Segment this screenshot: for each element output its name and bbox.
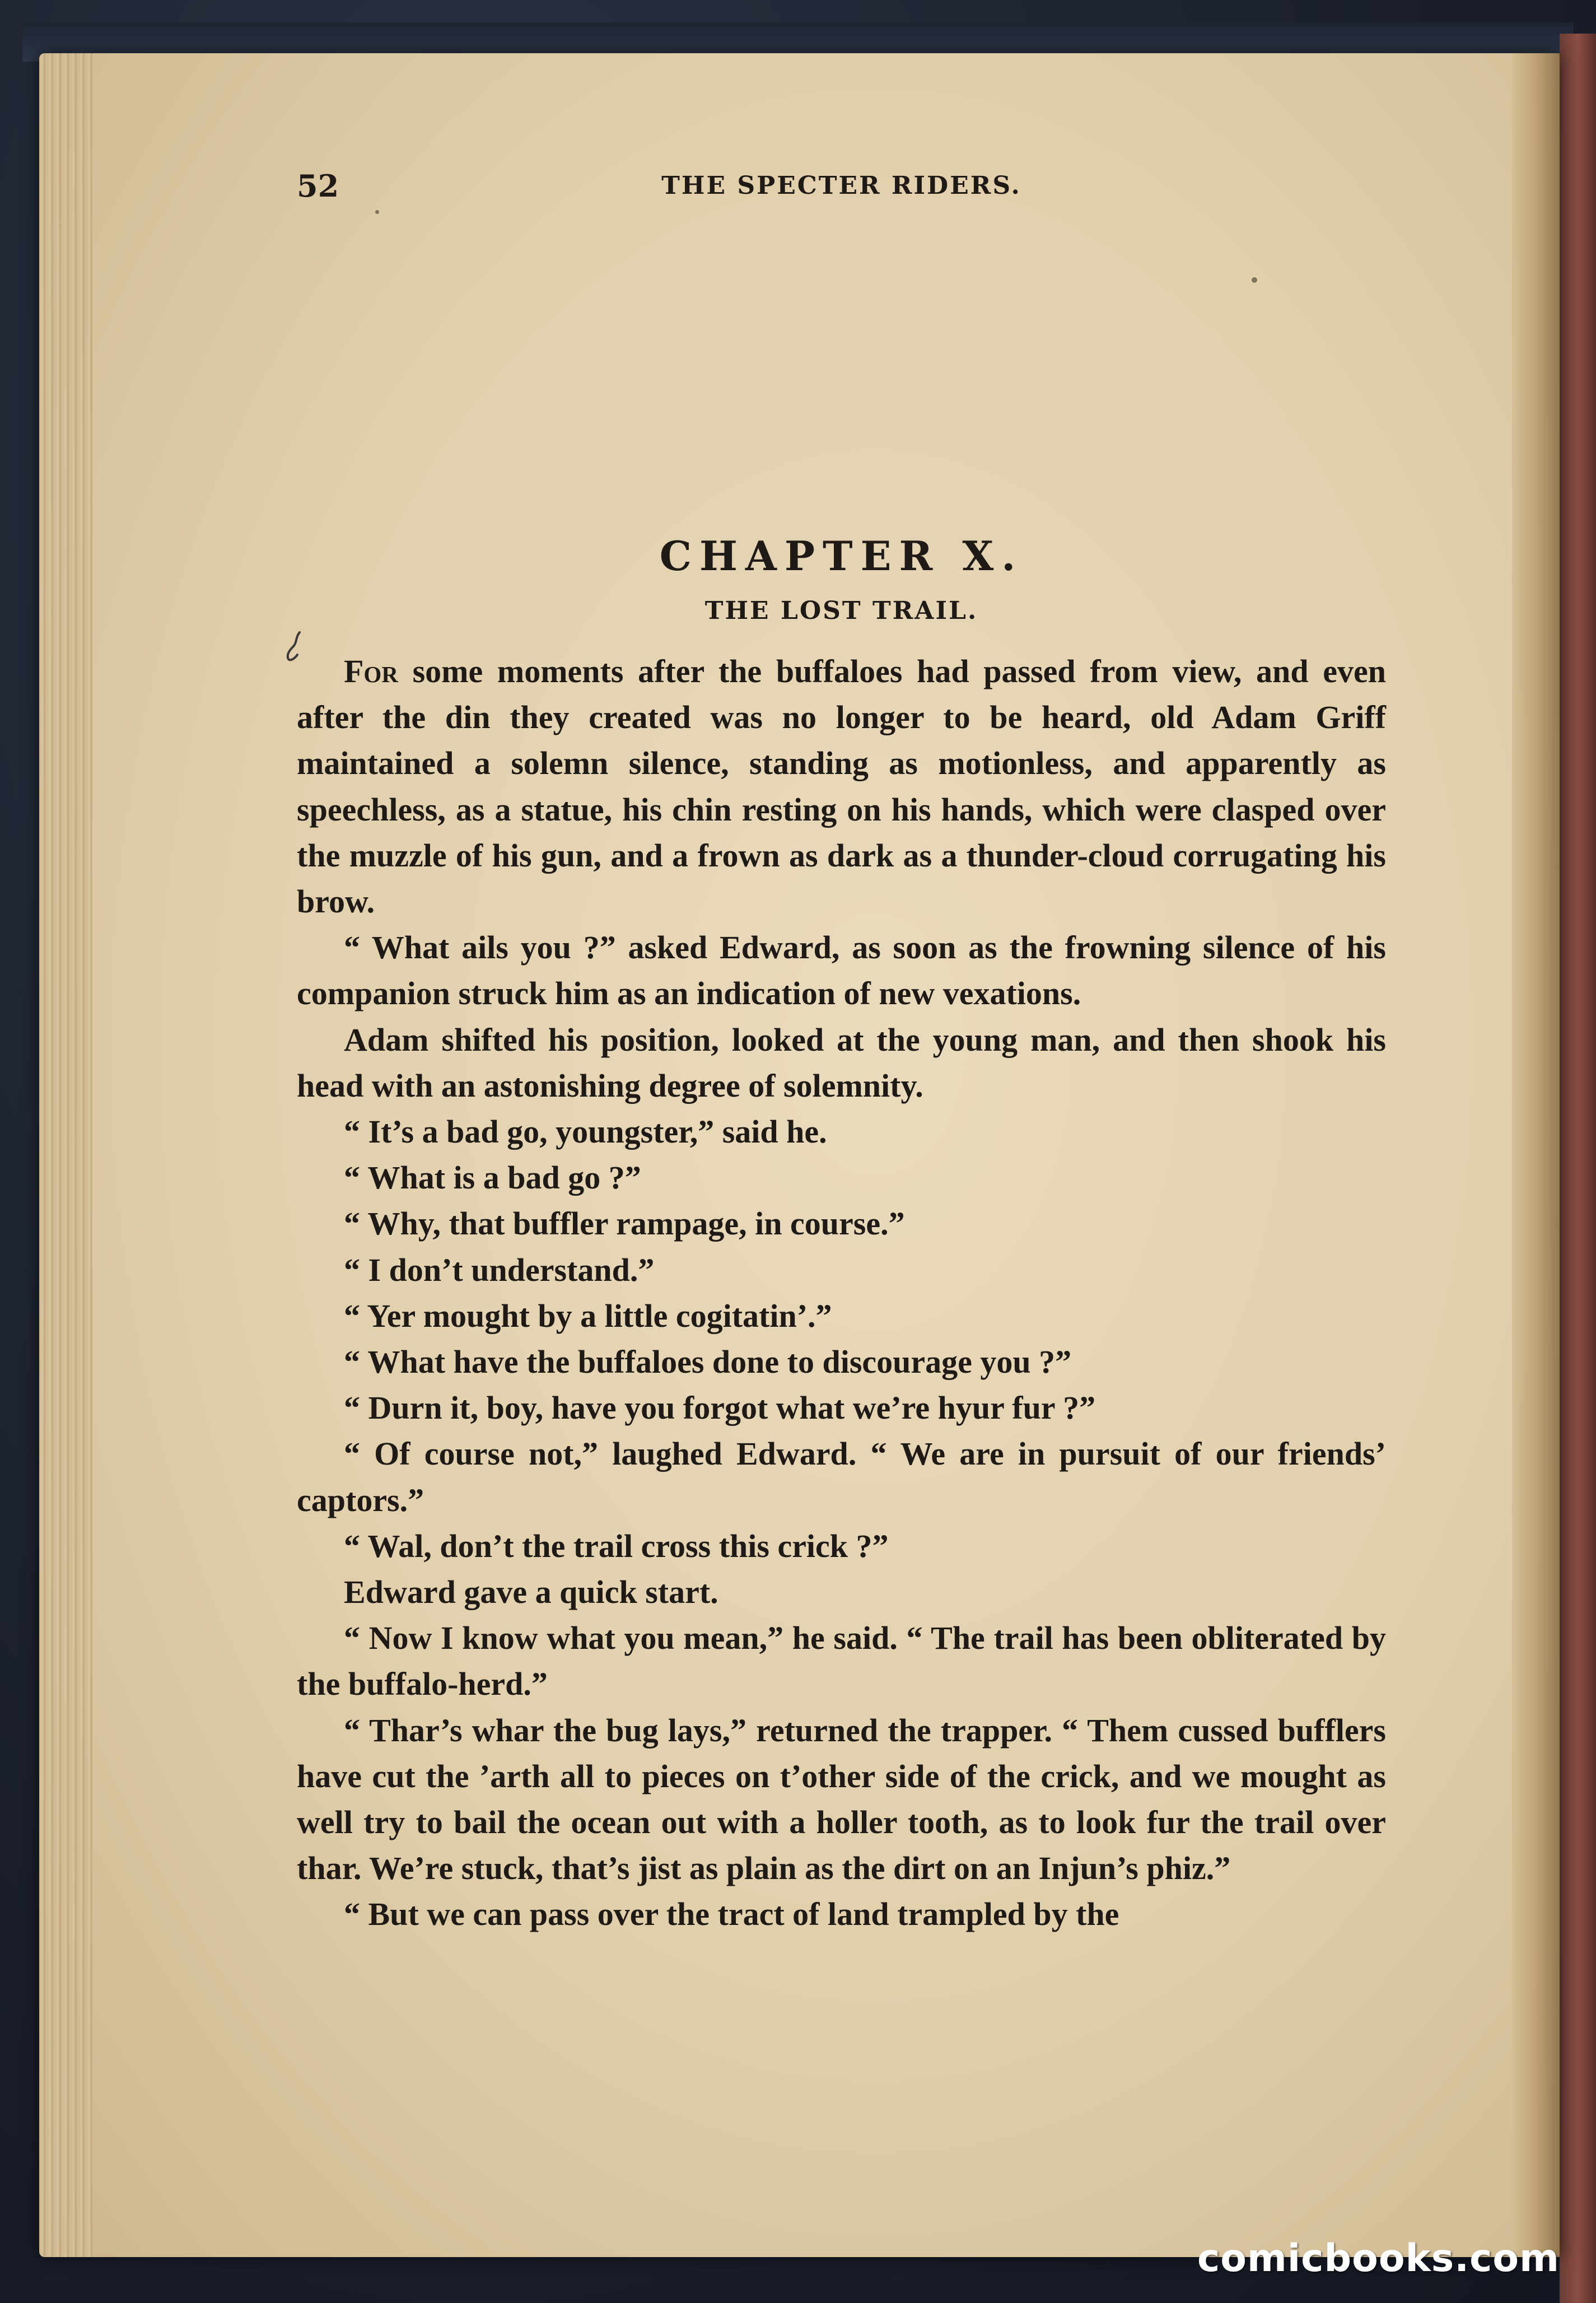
paragraph [297, 1293, 1386, 1339]
page-content [297, 168, 1386, 1938]
paragraph-text: Edward gave a quick start. [344, 1574, 718, 1611]
paragraph-text: “ Why, that buffler rampage, in course.” [344, 1205, 905, 1242]
paragraph-text: “ It’s a bad go, youngster,” said he. [344, 1113, 827, 1150]
paragraph [297, 1247, 1386, 1293]
paragraph-text: “ But we can pass over the tract of land trampled by the [344, 1896, 1119, 1933]
body-text [297, 649, 1386, 1938]
paragraph [297, 1523, 1386, 1569]
pencil-check-mark-icon [283, 630, 305, 664]
paragraph-text: “ I don’t understand.” [344, 1251, 655, 1288]
page-edges-left [39, 53, 92, 2257]
paragraph-text: “ What is a bad go ?” [344, 1159, 641, 1196]
paragraph [297, 925, 1386, 1017]
watermark: comicbooks.com [1197, 2236, 1560, 2281]
paragraph [297, 1155, 1386, 1201]
chapter-subtitle: THE LOST TRAIL. [704, 596, 978, 625]
paragraph [297, 649, 1386, 925]
running-title: THE SPECTER RIDERS. [661, 171, 1021, 200]
paragraph-text: “ Of course not,” laughed Edward. “ We are in pursuit of our friends’ captors.” [297, 1435, 1386, 1518]
page-gutter-right [1512, 53, 1560, 2257]
paragraph [297, 1109, 1386, 1155]
paragraph-text: Adam shifted his position, looked at the young man, and then shook his head with an astonishing degree of solemnity. [297, 1021, 1386, 1104]
paragraph-text: “ Now I know what you mean,” he said. “ The trail has been obliterated by the buffalo-herd.” [297, 1620, 1386, 1703]
paragraph [297, 1017, 1386, 1109]
paragraph-text: “ What have the buffaloes done to discourage you ?” [344, 1344, 1072, 1381]
page-number: 52 [297, 168, 339, 204]
chapter-title: CHAPTER X. [659, 532, 1024, 580]
paragraph-text: “ Yer mought by a little cogitatin’.” [344, 1297, 832, 1334]
paragraph [297, 1339, 1386, 1385]
paragraph [297, 1615, 1386, 1707]
paragraph-lead: For [344, 653, 398, 689]
paragraph [297, 1385, 1386, 1431]
paragraph-text: “ What ails you ?” asked Edward, as soon as the frowning silence of his companion struck him as an indication of new vexations. [297, 929, 1386, 1012]
paragraph-text: some moments after the buffaloes had passed from view, and even after the din they created was no longer to be heard, old Adam Griff maintained a solemn silence, standing as motionless, and apparently as speechless, as a statue, his chin resting on his hands, which were clasped over the muzzle of his gun, and a frown as dark as a thunder-cloud corrugating his brow. [297, 653, 1386, 920]
paragraph [297, 1569, 1386, 1615]
paragraph-text: “ Durn it, boy, have you forgot what we’re hyur fur ?” [344, 1390, 1096, 1426]
paragraph [297, 1708, 1386, 1892]
running-head [297, 168, 1386, 213]
paragraph-text: “ Thar’s whar the bug lays,” returned the trapper. “ Them cussed bufflers have cut the ’arth all to pieces on t’other side of the crick, and we mought as well try to bail the ocean out with a holler tooth, as to look fur the trail over thar. We’re stuck, that’s jist as plain as the dirt on an Injun’s phiz.” [297, 1712, 1386, 1887]
paragraph-text: “ Wal, don’t the trail cross this crick ?” [344, 1527, 889, 1564]
paragraph [297, 1431, 1386, 1523]
book-spine [1560, 34, 1596, 2303]
paragraph [297, 1201, 1386, 1247]
paragraph [297, 1891, 1386, 1937]
